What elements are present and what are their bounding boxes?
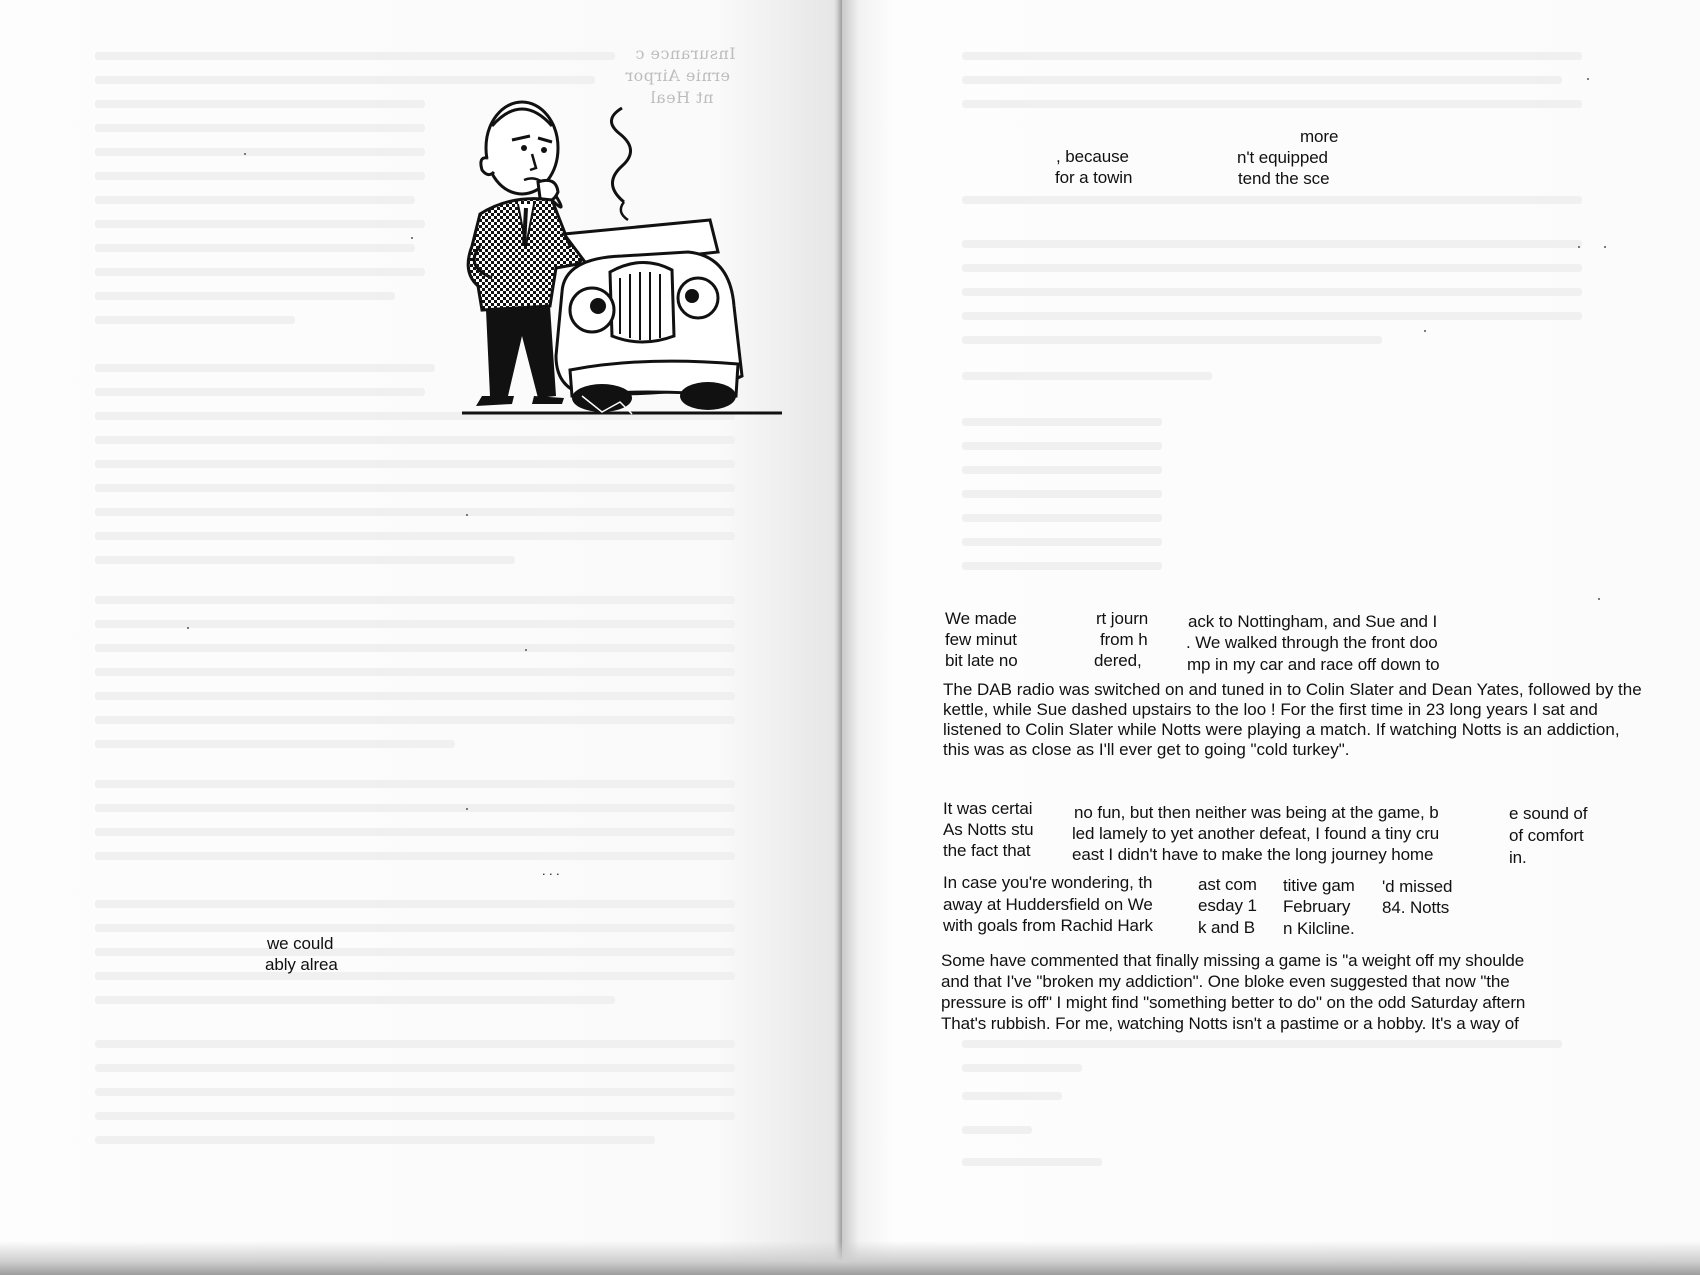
speck [1598,598,1600,600]
speck [466,514,468,516]
fragment-more: more [1300,127,1339,146]
block3-col1-line2: away at Huddersfield on We [943,895,1153,914]
mirrored-bleed-text-1: Insurance c [635,44,736,63]
right-page [842,0,1700,1275]
speck [411,237,413,239]
cartoon-man-with-car-illustration [452,96,782,428]
final-line-1: Some have commented that finally missing a game is "a weight off my shoulde [941,951,1525,970]
block1-col3-line3: mp in my car and race off down to [1187,655,1440,674]
block3-col2-line3: k and B [1198,918,1255,937]
block1-col3-line2: . We walked through the front doo [1186,633,1438,652]
block3-col1-line1: In case you're wondering, th [943,873,1153,892]
speck [1424,330,1426,332]
left-ellipsis: . . . [542,863,560,878]
block3-col4-line1: 'd missed [1382,877,1453,896]
speck [187,627,189,629]
block2-col2-line2: led lamely to yet another defeat, I found a tiny cru [1072,824,1440,843]
mirrored-bleed-text-3: nt Heal [650,88,714,107]
block1-col1-line1: We made [945,609,1017,628]
block3-col4-line2: 84. Notts [1382,898,1450,917]
block2-col3-line3: in. [1509,848,1527,867]
block1-col2-line1: rt journ [1096,609,1149,628]
left-fragment-we-could: we could [267,934,334,953]
speck [466,808,468,810]
block3-col3-line2: February [1283,897,1351,916]
speck [244,153,246,155]
block2-col2-line1: no fun, but then neither was being at the game, b [1074,803,1439,822]
final-line-3: pressure is off" I might find "something better to do" on the odd Saturday aftern [941,993,1526,1012]
block3-col2-line2: esday 1 [1198,896,1257,915]
left-page [0,0,842,1275]
final-line-2: and that I've "broken my addiction". One bloke even suggested that now "the [941,972,1510,991]
block2-col3-line1: e sound of [1509,804,1588,823]
block3-col3-line1: titive gam [1283,876,1355,895]
block2-col3-line2: of comfort [1509,826,1584,845]
page-bottom-shadow [0,1241,1700,1275]
fragment-tend-the-sce: tend the sce [1238,169,1330,188]
block3-col2-line1: ast com [1198,875,1257,894]
block1-col3-line1: ack to Nottingham, and Sue and I [1188,612,1438,631]
block2-col2-line3: east I didn't have to make the long journey home [1072,845,1434,864]
block2-col1-line2: As Notts stu [943,820,1034,839]
fragment-equipped: n't equipped [1237,148,1328,167]
left-fragment-ably-alrea: ably alrea [265,955,338,974]
block3-col1-line3: with goals from Rachid Hark [943,916,1153,935]
speck [1587,78,1589,80]
block1-col1-line3: bit late no [945,651,1018,670]
fragment-towin: for a towin [1055,168,1133,187]
block1-col2-line3: dered, [1094,651,1142,670]
block1-col2-line2: from h [1100,630,1148,649]
block3-col3-line3: n Kilcline. [1283,919,1355,938]
paragraph-dab-radio: The DAB radio was switched on and tuned in to Colin Slater and Dean Yates, followed by the kettle, while Sue dashed upstairs to the loo ! For the first time in 23 long years I sat and listened to Colin Slater while Notts were playing a match. If watching Notts is an addiction, this was as close as I'll ever get to going "cold turkey". [943,680,1642,759]
block2-col1-line3: the fact that [943,841,1031,860]
fragment-because: , because [1056,147,1129,166]
speck [1604,246,1606,248]
block1-col1-line2: few minut [945,630,1017,649]
mirrored-bleed-text-2: ernie Airpor [625,66,730,85]
final-line-4: That's rubbish. For me, watching Notts isn't a pastime or a hobby. It's a way of [941,1014,1519,1033]
block2-col1-line1: It was certai [943,799,1033,818]
speck [525,649,527,651]
speck [1578,246,1580,248]
